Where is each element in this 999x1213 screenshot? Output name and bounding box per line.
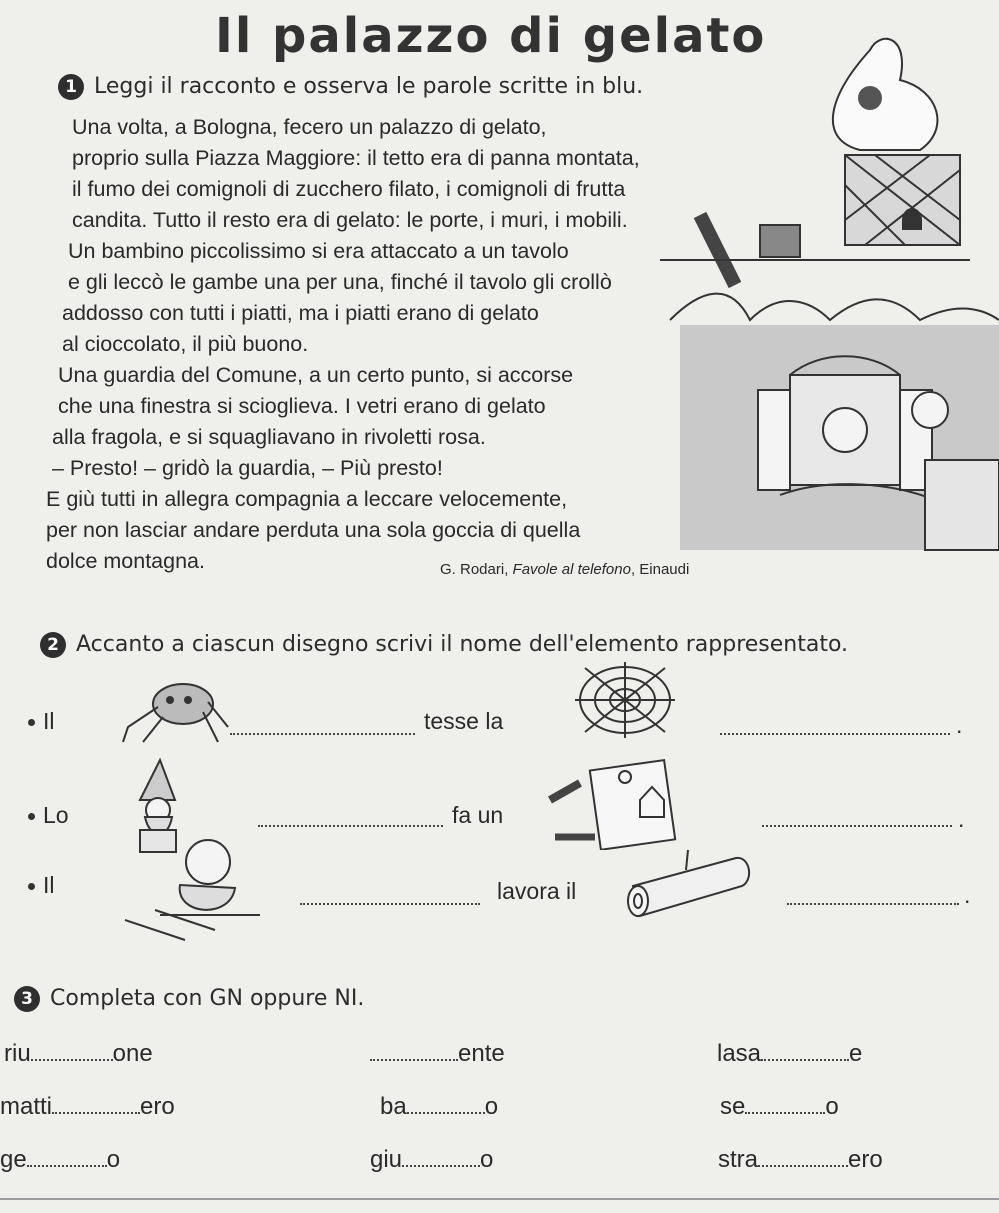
- row-article: Il: [43, 708, 55, 734]
- story-text: [46, 112, 682, 577]
- word-fill-item: ge o: [0, 1146, 121, 1173]
- row-article: Il: [43, 872, 55, 898]
- story-line: E giù tutti in allegra compagnia a leccare velocemente,: [46, 487, 568, 511]
- answer-blank[interactable]: [31, 1058, 113, 1061]
- exercise-2-number: 2: [40, 632, 66, 658]
- answer-blank[interactable]: [762, 824, 952, 827]
- exercise-1-heading: [58, 74, 643, 100]
- answer-blank[interactable]: [52, 1111, 140, 1114]
- log-icon: [618, 848, 758, 923]
- row-verb: tesse la: [424, 708, 504, 734]
- answer-blank[interactable]: [745, 1111, 825, 1114]
- story-line: Una volta, a Bologna, fecero un palazzo di gelato,: [72, 115, 547, 139]
- answer-blank[interactable]: [758, 1164, 848, 1167]
- exercise-2-row: [28, 708, 55, 735]
- story-line: candita. Tutto il resto era di gelato: le porte, i muri, i mobili.: [72, 208, 628, 232]
- row-article: Lo: [43, 802, 69, 828]
- ice-cream-palace-illustration: [640, 20, 999, 580]
- word-fill-item: se o: [720, 1093, 839, 1120]
- exercise-2-row: [28, 802, 69, 829]
- story-line: per non lasciar andare perduta una sola goccia di quella: [46, 518, 581, 542]
- answer-blank[interactable]: [407, 1111, 485, 1114]
- bullet: [28, 719, 35, 726]
- answer-blank[interactable]: [720, 732, 950, 735]
- drawing-icon: [540, 755, 680, 850]
- spider-web-icon: [570, 660, 680, 740]
- story-line: Una guardia del Comune, a un certo punto, si accorse: [58, 363, 574, 387]
- story-line: al cioccolato, il più buono.: [62, 332, 309, 356]
- row-end: .: [958, 806, 965, 832]
- bullet: [28, 883, 35, 890]
- row-end: .: [964, 882, 971, 908]
- page-bottom-divider: [0, 1198, 999, 1200]
- answer-blank[interactable]: [230, 732, 415, 735]
- answer-blank[interactable]: [370, 1058, 458, 1061]
- word-fill-item: ba o: [380, 1093, 499, 1120]
- word-fill-item: riu one: [4, 1040, 153, 1067]
- story-line: il fumo dei comignoli di zucchero filato, i comignoli di frutta: [72, 177, 626, 201]
- row-end: .: [956, 712, 963, 738]
- story-line: dolce montagna.: [46, 549, 205, 573]
- answer-blank[interactable]: [300, 902, 480, 905]
- word-fill-item: lasa e: [717, 1040, 863, 1067]
- bullet: [28, 813, 35, 820]
- word-fill-item: ente: [370, 1040, 505, 1068]
- answer-blank[interactable]: [27, 1164, 107, 1167]
- woodworker-icon: [120, 820, 265, 945]
- answer-blank[interactable]: [761, 1058, 849, 1061]
- exercise-2-heading: [40, 632, 848, 658]
- exercise-3-number: 3: [14, 986, 40, 1012]
- story-line: Un bambino piccolissimo si era attaccato a un tavolo: [68, 239, 569, 263]
- palace-drawing: [660, 39, 999, 550]
- word-fill-item: stra ero: [718, 1146, 883, 1173]
- story-line: – Presto! – gridò la guardia, – Più presto!: [52, 456, 443, 480]
- spider-icon: [118, 672, 233, 747]
- story-line: alla fragola, e si squagliavano in rivoletti rosa.: [52, 425, 486, 449]
- row-verb: lavora il: [497, 878, 577, 904]
- exercise-3-instruction: Completa con GN oppure NI.: [50, 986, 365, 1011]
- answer-blank[interactable]: [402, 1164, 480, 1167]
- story-line: che una finestra si scioglieva. I vetri erano di gelato: [58, 394, 546, 418]
- row-verb: fa un: [452, 802, 504, 828]
- exercise-1-number: 1: [58, 74, 84, 100]
- exercise-2-row: [28, 872, 55, 899]
- page-title: Il palazzo di gelato: [215, 8, 767, 64]
- exercise-2-instruction: Accanto a ciascun disegno scrivi il nome dell'elemento rappresentato.: [76, 632, 849, 657]
- answer-blank[interactable]: [258, 824, 443, 827]
- exercise-3-heading: [14, 986, 364, 1012]
- word-fill-item: giu o: [370, 1146, 494, 1173]
- word-fill-item: matti ero: [0, 1093, 175, 1120]
- story-line: addosso con tutti i piatti, ma i piatti erano di gelato: [62, 301, 539, 325]
- answer-blank[interactable]: [787, 902, 959, 905]
- story-credit: G. Rodari, Favole al telefono, Einaudi: [440, 561, 690, 578]
- story-line: e gli leccò le gambe una per una, finché il tavolo gli crollò: [68, 270, 612, 294]
- story-line: proprio sulla Piazza Maggiore: il tetto era di panna montata,: [72, 146, 640, 170]
- exercise-1-instruction: Leggi il racconto e osserva le parole scritte in blu.: [94, 74, 644, 99]
